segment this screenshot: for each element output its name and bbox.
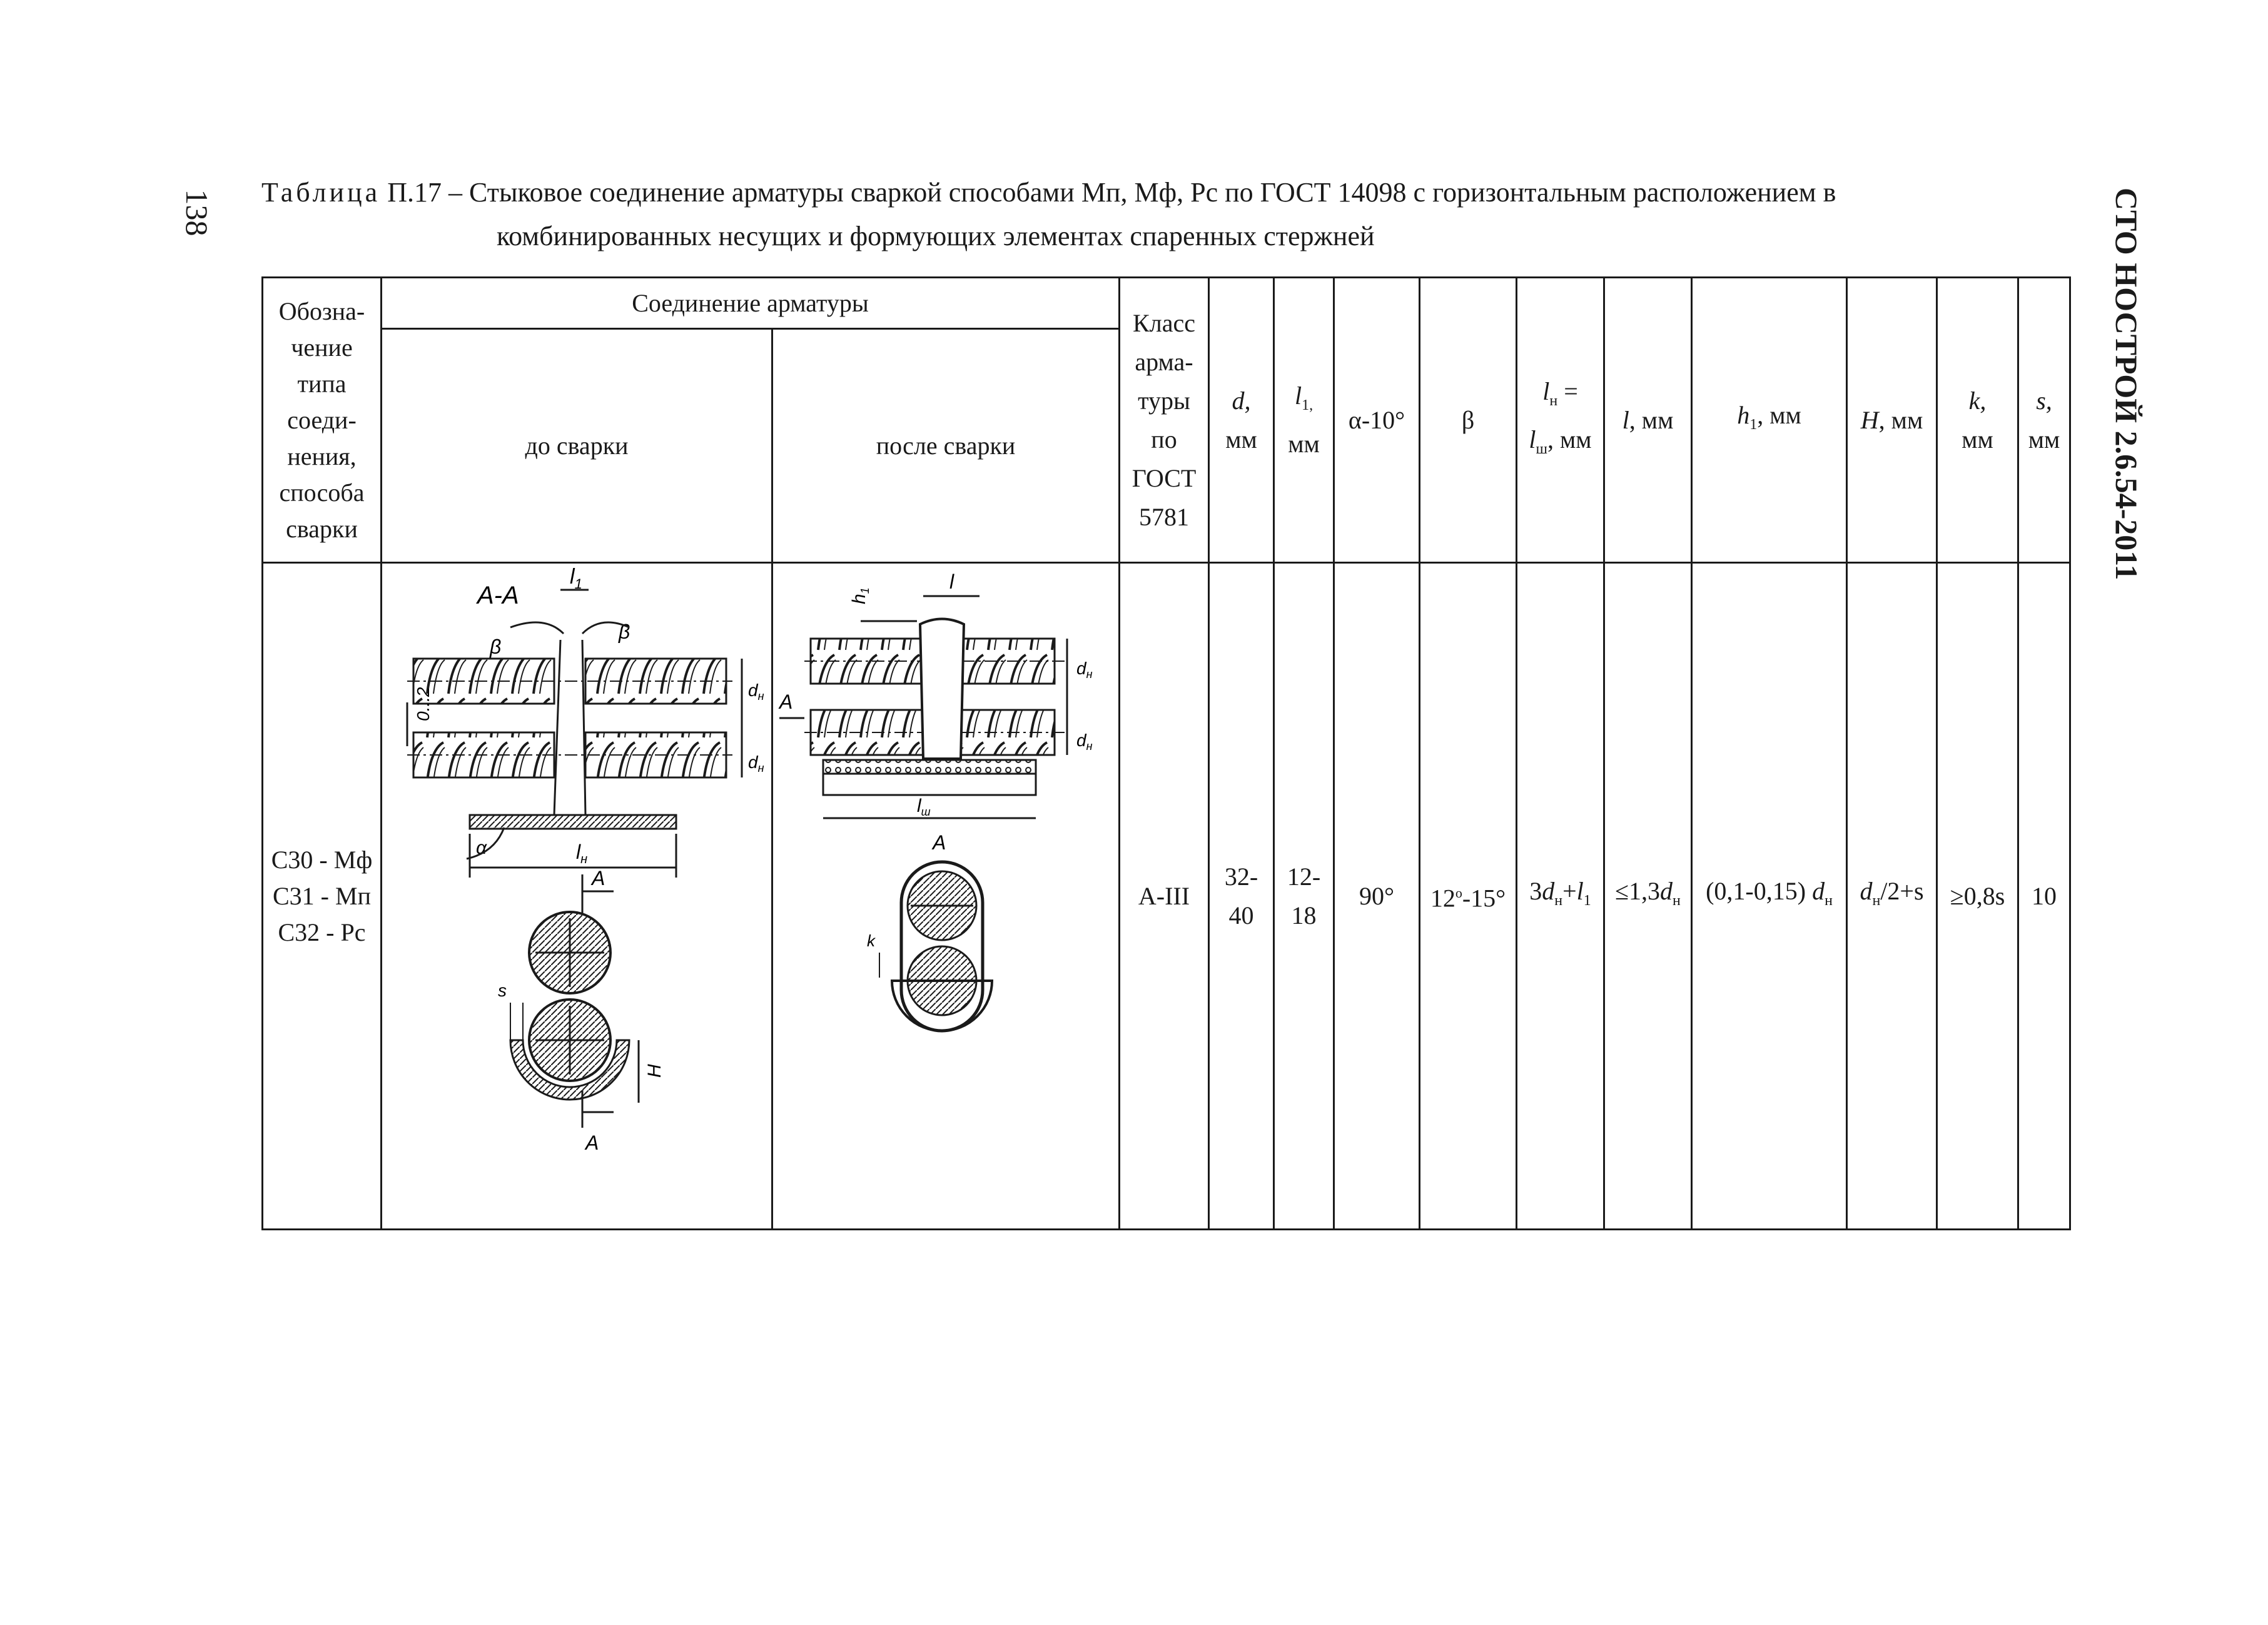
label-s: s [498,980,507,1000]
label-gap: 0...2 [413,687,433,721]
header-rebar-class: Класс арма- туры по ГОСТ 5781 [1120,278,1209,563]
before-weld-drawing [382,565,769,1228]
row-ln-l: l [1576,877,1584,905]
row-l-p1: ≤1,3 [1615,877,1661,905]
header-k-unit: мм [1962,425,1993,453]
weld-backing [823,760,1036,774]
row-beta-b: -15° [1462,884,1506,913]
row-l1: 12- 18 [1274,563,1334,1230]
label-A-top: А [592,866,605,889]
row-H-d: d [1860,877,1873,905]
header-h1-sub: 1 [1749,417,1758,433]
row-designation: С30 - Мф С31 - Мп С32 - Рс [263,563,382,1230]
row-l-d: d [1660,877,1673,905]
label-dn-upper-2: $d_н$ [1076,658,1093,681]
row-ln-p1: 3 [1529,877,1542,905]
welding-table [261,276,2071,1230]
header-k-sym: k, [1968,386,1987,415]
figure-before-weld [382,563,772,1230]
header-l [1604,278,1692,563]
header-k [1937,278,2018,563]
label-section: А-А [477,581,519,609]
header-lsh-sym: l [1529,425,1536,453]
header-l1-sub: 1, [1302,397,1314,413]
label-beta-left: β [490,635,502,658]
page-number: 138 [180,189,215,236]
row-ln-plus: + [1562,877,1577,905]
header-after-weld: после сварки [772,329,1120,563]
document-code: СТО НОСТРОЙ 2.6.54-2011 [2109,188,2144,580]
row-h1-d: d [1812,877,1825,905]
row-ln-d: d [1542,877,1555,905]
label-A-side: А [779,690,793,713]
row-H [1847,563,1937,1230]
header-s-unit: мм [2028,425,2060,453]
caption-label: Таблица [261,177,381,208]
row-rebar-class: А-III [1120,563,1209,1230]
label-h1: $h_1$ [849,587,871,604]
header-s-sym: s, [2036,386,2052,415]
header-lsh-sub: ш [1536,440,1547,457]
header-d-unit: мм [1225,425,1257,453]
header-h1-sym: h [1737,401,1750,429]
header-l1-sym: l [1294,382,1302,410]
header-ln-sym: l [1542,377,1550,405]
row-ln [1517,563,1604,1230]
row-ln-sub: н [1554,893,1563,909]
header-d [1209,278,1274,563]
label-beta-right: β [619,620,630,643]
header-h1-unit: , мм [1757,401,1801,429]
backing-bar [470,815,676,829]
row-h1 [1692,563,1847,1230]
row-h1-sub: н [1825,893,1833,909]
header-d-sym: d, [1232,386,1251,415]
caption-line-2: комбинированных несущих и формующих элементах спаренных стержней [497,221,1375,251]
row-H-sub: н [1872,893,1881,909]
label-lsh: $l_ш$ [917,795,931,818]
header-before-weld: до сварки [382,329,772,563]
label-ln: $l_н$ [576,840,588,866]
row-d: 32- 40 [1209,563,1274,1230]
row-l-sub: н [1673,893,1681,909]
header-ln-eq: = [1557,377,1578,405]
header-ln [1517,278,1604,563]
row-beta-a: 12 [1430,884,1455,913]
header-H [1847,278,1937,563]
header-H-unit: , мм [1878,405,1923,434]
label-dn-lower: $d_н$ [748,752,764,774]
after-weld-drawing [773,565,1116,1228]
figure-after-weld [772,563,1120,1230]
label-k: k [867,931,875,950]
header-l-unit: , мм [1629,405,1674,434]
label-A-bottom: А [585,1131,599,1154]
caption-text-1: П.17 – Стыковое соединение арматуры сваркой способами Мп, Мф, Рс по ГОСТ 14098 с горизонтальным расположением в [380,177,1836,208]
header-ln-unit: , мм [1547,425,1592,453]
label-dn-lower-2: $d_н$ [1076,730,1093,752]
row-H-rest: /2+s [1880,877,1924,905]
label-l: l [949,570,954,593]
header-beta: β [1420,278,1517,563]
label-H: H [644,1063,665,1078]
row-h1-p1: (0,1-0,15) [1706,877,1813,905]
caption-line-1 [261,176,2075,209]
row-s: 10 [2018,563,2070,1230]
header-designation: Обозна- чение типа соеди- нения, способа сварки [263,278,382,563]
table-caption [261,176,2075,253]
row-l [1604,563,1692,1230]
header-l1 [1274,278,1334,563]
row-beta [1420,563,1517,1230]
header-alpha: α-10° [1334,278,1420,563]
label-alpha: α [476,837,487,858]
header-s [2018,278,2070,563]
weld-bead [920,619,964,759]
header-l1-unit: мм [1288,430,1320,458]
label-A-section: А [933,831,946,854]
header-joint: Соединение арматуры [382,278,1120,329]
label-l1: $l_1$ [570,564,582,592]
label-dn-upper: $d_н$ [748,680,764,702]
header-l-sym: l [1622,405,1629,434]
header-ln-sub: н [1549,392,1558,409]
header-H-sym: H [1860,405,1879,434]
row-k: ≥0,8s [1937,563,2018,1230]
row-beta-deg: о [1455,885,1462,901]
row-ln-sub2: 1 [1583,893,1591,909]
header-h1 [1692,278,1847,563]
row-alpha: 90° [1334,563,1420,1230]
